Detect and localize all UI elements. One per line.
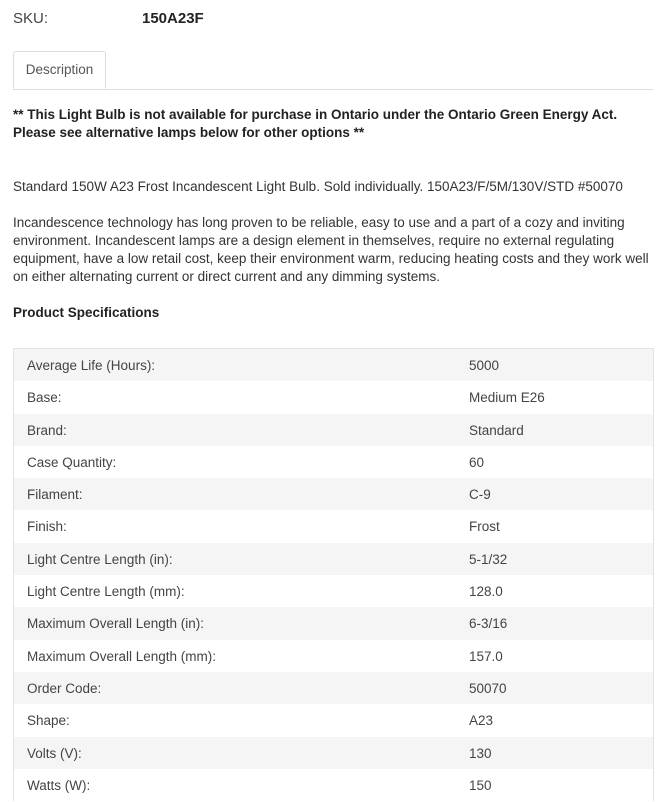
tab-description[interactable]: Description (13, 51, 106, 89)
spec-row (14, 607, 653, 639)
spec-row (14, 414, 653, 446)
spec-row (14, 381, 653, 413)
spec-row (14, 704, 653, 736)
spec-value: C-9 (469, 487, 491, 503)
specifications-table (13, 348, 654, 801)
spec-row (14, 543, 653, 575)
spec-value: Medium E26 (469, 390, 545, 406)
tab-strip (13, 51, 653, 90)
product-intro: Standard 150W A23 Frost Incandescent Light Bulb. Sold individually. 150A23/F/5M/130V/STD #50070 (13, 179, 623, 194)
spec-value: 150 (469, 777, 492, 793)
spec-name: Shape: (27, 713, 70, 729)
sku-value: 150A23F (142, 10, 204, 27)
spec-name: Watts (W): (27, 777, 91, 793)
spec-name: Volts (V): (27, 745, 82, 761)
spec-row (14, 672, 653, 704)
spec-value: A23 (469, 713, 494, 729)
spec-row (14, 769, 653, 801)
spec-value: 157.0 (469, 648, 503, 664)
spec-name: Light Centre Length (in): (27, 551, 173, 567)
spec-value: 60 (469, 454, 485, 470)
spec-name: Brand: (27, 422, 67, 438)
spec-value: 128.0 (469, 584, 503, 600)
spec-value: Frost (469, 519, 500, 535)
spec-name: Case Quantity: (27, 454, 117, 470)
spec-name: Order Code: (27, 680, 102, 696)
spec-row (14, 510, 653, 542)
spec-name: Maximum Overall Length (in): (27, 616, 205, 632)
spec-name: Maximum Overall Length (mm): (27, 648, 217, 664)
spec-value: 50070 (469, 680, 507, 696)
availability-notice: ** This Light Bulb is not available for purchase in Ontario under the Ontario Green Energy Act. Please see alternative lamps below for other options ** (13, 107, 618, 140)
spec-value: 6-3/16 (469, 616, 508, 632)
spec-name: Finish: (27, 519, 67, 535)
spec-value: Standard (469, 422, 524, 438)
sku-label: SKU: (13, 10, 49, 27)
spec-row (14, 575, 653, 607)
spec-value: 5-1/32 (469, 551, 508, 567)
spec-row (14, 640, 653, 672)
spec-name: Average Life (Hours): (27, 358, 156, 373)
spec-row (14, 737, 653, 769)
spec-row (14, 478, 653, 510)
spec-row (14, 446, 653, 478)
spec-name: Light Centre Length (mm): (27, 584, 185, 600)
spec-name: Base: (27, 390, 62, 406)
spec-value: 5000 (469, 358, 500, 373)
spec-name: Filament: (27, 487, 83, 503)
spec-value: 130 (469, 745, 492, 761)
specifications-heading: Product Specifications (13, 305, 160, 320)
spec-row (14, 349, 653, 381)
product-description: Incandescence technology has long proven to be reliable, easy to use and a part of a cozy and inviting environment. Incandescent lamps are a design element in themselves, require no external regulating equipment, have a low retail cost, keep their environment warm, reducing heating costs and they work well on either alternating current or direct current and any dimming systems. (13, 215, 649, 284)
